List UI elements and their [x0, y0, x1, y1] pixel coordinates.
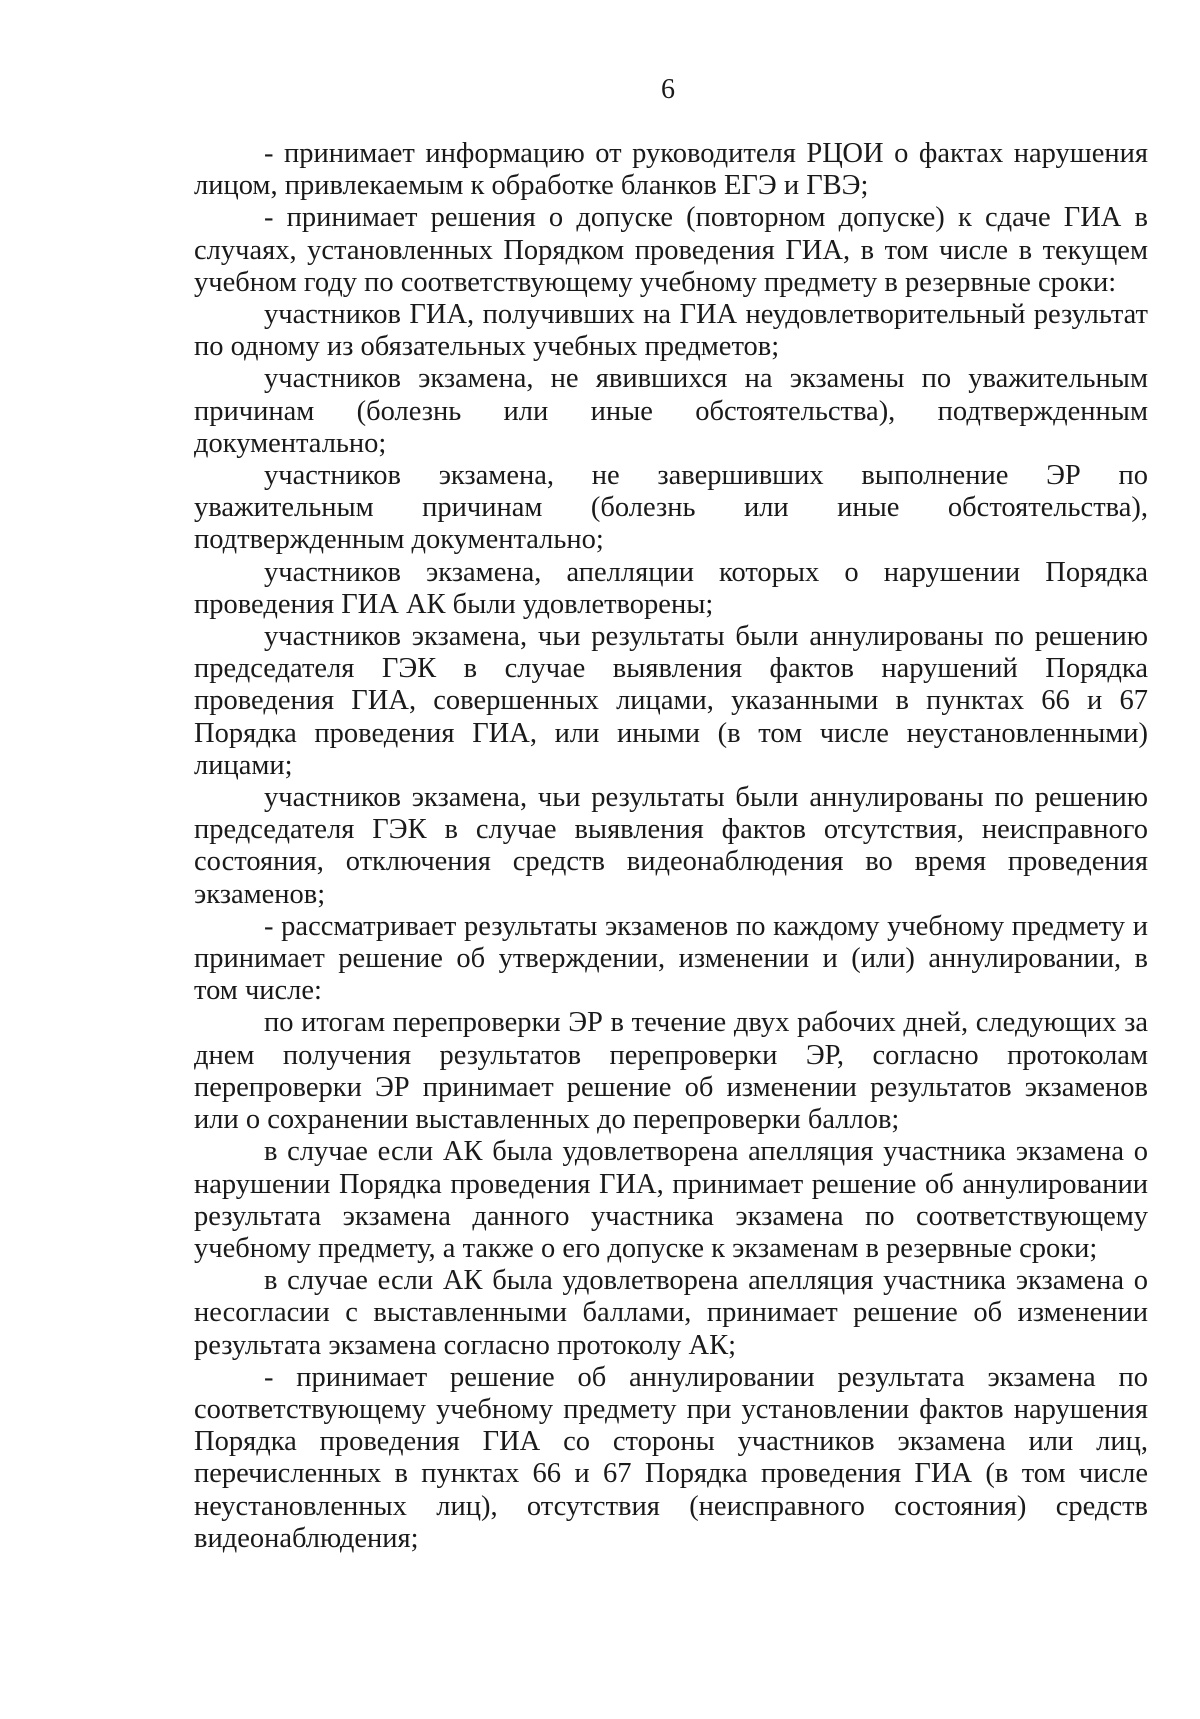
paragraph-6: участников экзамена, апелляции которых о нарушении Порядка проведения ГИА АК были удовлетворены;: [194, 556, 1148, 620]
paragraph-4: участников экзамена, не явившихся на экзамены по уважительным причинам (болезнь или иные обстоятельства), подтвержденным документально;: [194, 363, 1148, 459]
paragraph-13: - принимает решение об аннулировании результата экзамена по соответствующему учебному предмету при установлении фактов нарушения Порядка проведения ГИА со стороны участников экзамена или лиц, перечисленных в пунктах 66 и 67 Порядка проведения ГИА (в том числе неустановленных лиц), отсутствия (неисправного состояния) средств видеонаблюдения;: [194, 1361, 1148, 1554]
paragraph-10: по итогам перепроверки ЭР в течение двух рабочих дней, следующих за днем получения результатов перепроверки ЭР, согласно протоколам перепроверки ЭР принимает решение об изменении результатов экзаменов или о сохранении выставленных до перепроверки баллов;: [194, 1007, 1148, 1136]
paragraph-1: - принимает информацию от руководителя РЦОИ о фактах нарушения лицом, привлекаемым к обработке бланков ЕГЭ и ГВЭ;: [194, 138, 1148, 202]
paragraph-11: в случае если АК была удовлетворена апелляция участника экзамена о нарушении Порядка проведения ГИА, принимает решение об аннулировании результата экзамена данного участника экзамена по соответствующему учебному предмету, а также о его допуске к экзаменам в резервные сроки;: [194, 1136, 1148, 1264]
document-body: [194, 138, 1148, 1555]
paragraph-3: участников ГИА, получивших на ГИА неудовлетворительный результат по одному из обязательных учебных предметов;: [194, 299, 1148, 363]
paragraph-9: - рассматривает результаты экзаменов по каждому учебному предмету и принимает решение об утверждении, изменении и (или) аннулировании, в том числе:: [194, 910, 1148, 1007]
paragraph-5: участников экзамена, не завершивших выполнение ЭР по уважительным причинам (болезнь или иные обстоятельства), подтвержденным документально;: [194, 460, 1148, 556]
paragraph-2: - принимает решения о допуске (повторном допуске) к сдаче ГИА в случаях, установленных Порядком проведения ГИА, в том числе в текущем учебном году по соответствующему учебному предмету в резервные сроки:: [194, 202, 1148, 298]
paragraph-12: в случае если АК была удовлетворена апелляция участника экзамена о несогласии с выставленными баллами, принимает решение об изменении результата экзамена согласно протоколу АК;: [194, 1265, 1148, 1361]
page-number: 6: [661, 74, 675, 105]
paragraph-7: участников экзамена, чьи результаты были аннулированы по решению председателя ГЭК в случае выявления фактов нарушений Порядка проведения ГИА, совершенных лицами, указанными в пунктах 66 и 67 Порядка проведения ГИА, или иными (в том числе неустановленными) лицами;: [194, 621, 1148, 781]
paragraph-8: участников экзамена, чьи результаты были аннулированы по решению председателя ГЭК в случае выявления фактов отсутствия, неисправного состояния, отключения средств видеонаблюдения во время проведения экзаменов;: [194, 782, 1148, 910]
